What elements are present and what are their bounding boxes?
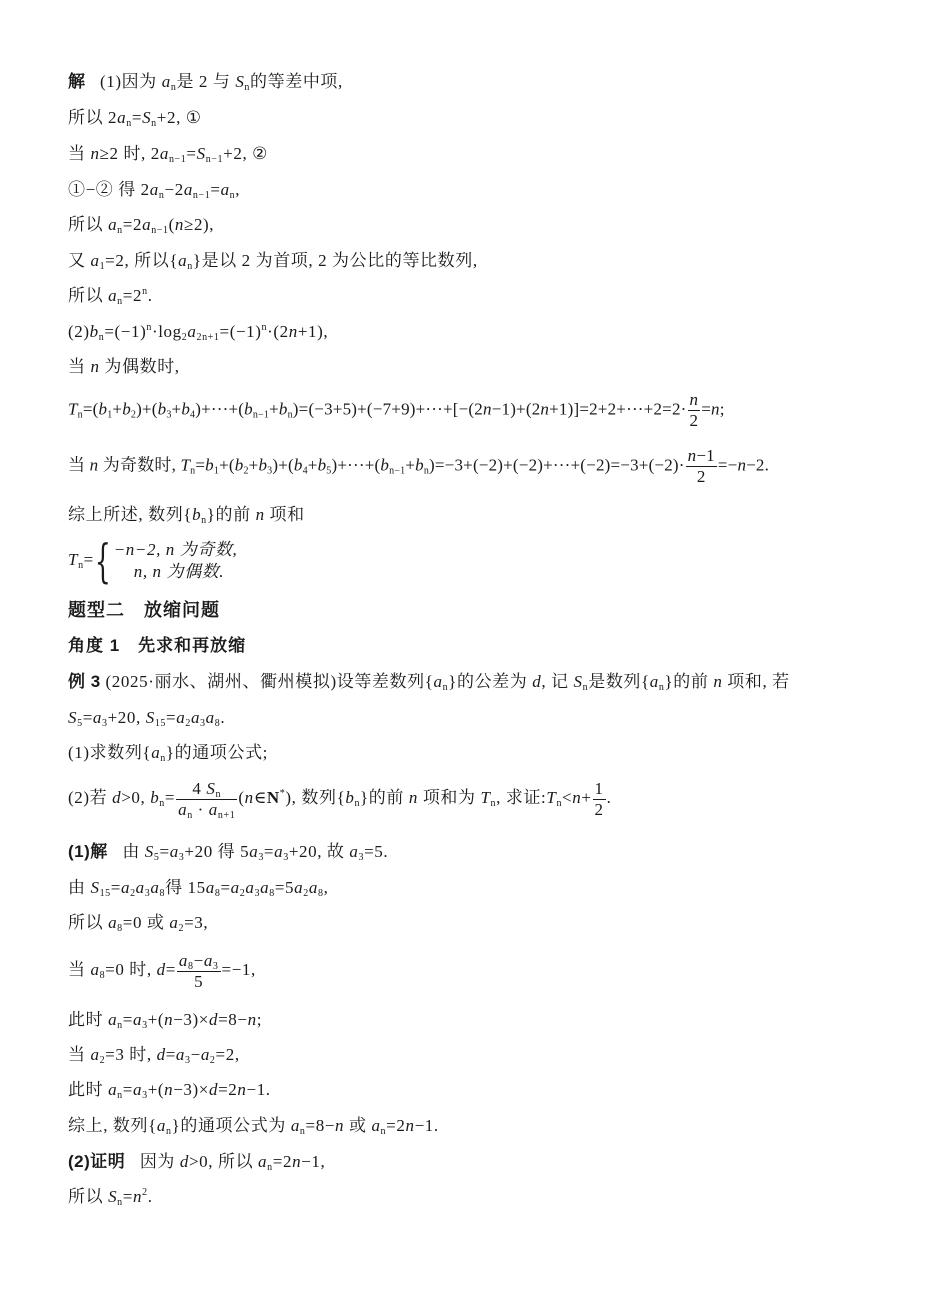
answer-line-1: (1)解 由 $S_5=a_3+20$ 得 $5a_3=a_3+20$, 故 $a_3=5$. [68, 842, 389, 863]
solution-line-9: 当 n 为偶数时, [68, 357, 180, 376]
case-even: n, n 为偶数. [133, 562, 225, 582]
example-line-2: $S_5=a_3+20$, $S_{15}=a_2a_3a_8$. [68, 708, 226, 729]
answer-line-8: 综上, 数列$\{a_n\}$的通项公式为 $a_n=8-n$ 或 $a_n=2n-1$. [68, 1116, 439, 1137]
case-odd: −n−2, n 为奇数, [113, 540, 238, 560]
answer-line-3: 所以 $a_8=0$ 或 $a_2=3$, [68, 913, 209, 934]
section-heading-angle: 角度 1 先求和再放缩 [68, 636, 247, 655]
example-source: (2025·丽水、湖州、衢州模拟) [105, 672, 337, 691]
example-question-2: (2)若 d>0, $b_n=$ $\frac{4 S_n}{a_n \cdot a_{n+1}}$ (n∈N*), 数列$\{b_n\}$的前 n 项和为 $T_n$, 求证$:T_n<n+$ $\frac{1}{2}$ . [68, 778, 612, 821]
section-heading-type: 题型二 放缩问题 [68, 600, 220, 620]
solution-line-12: 综上所述, 数列$\{b_n\}$的前 n 项和 [68, 505, 305, 526]
solution-line-8: $(2)b_n=(-1)^n\cdot\log_2a_{2n+1}=(-1)^n\cdot(2n+1)$, [68, 322, 329, 343]
answer-line-6: 当 $a_2=3$ 时, $d=a_3-a_2=2$, [68, 1045, 240, 1066]
solution-line-3: 当 n≥2 时, $2a_{n-1}=S_{n-1}+2$, ② [68, 144, 268, 165]
solution-line-4: ①−② 得 $2a_n-2a_{n-1}=a_n$, [68, 180, 241, 201]
solution-label: 解 [68, 72, 86, 91]
answer-line-2: 由 $S_{15}=a_2a_3a_8$得 $15a_8=a_2a_3a_8=5a_2a_8$, [68, 878, 329, 899]
solution-line-5: 所以 $a_n=2a_{n-1}(n\ge 2)$, [68, 215, 215, 236]
answer-line-4: 当 $a_8=0$ 时, d= $\frac{a_8-a_3}{5}$ =−1, [68, 950, 256, 991]
solution-line-10: $T_n=(b_1+b_2)+(b_3+b_4)+\cdot\cdot\cdot+(b_{n-1}+b_n)=(-3+5)+(-7+9)+\cdot\cdot\cdot+[-(2n-1)+(2n+1)]=2+2+\cdot\cdot\cdot+2=2\cdot$ $\frac{n}{2}$ =n; [68, 390, 725, 430]
example-question-1: (1)求数列$\{a_n\}$的通项公式; [68, 743, 268, 764]
answer-line-10: 所以 $S_n=n^2$. [68, 1187, 153, 1208]
solution-line-6: 又 $a_1=2$, 所以$\{a_n\}$是以 2 为首项, 2 为公比的等比数列, [68, 251, 478, 272]
answer-line-5: 此时 $a_n=a_3+(n-3)\times d=8-n$; [68, 1010, 263, 1031]
example-label: 例 3 [68, 672, 101, 691]
part1-label: (1)解 [68, 842, 108, 861]
solution-line-7: 所以 $a_n=2^n$. [68, 286, 153, 307]
piecewise-Tn: $T_n=${ −n−2, n 为奇数, n, n 为偶数. [68, 534, 238, 589]
solution-line-1: 解 (1)因为 $a_n$是 2 与 $S_n$的等差中项, [68, 72, 343, 93]
solution-line-11: 当 n 为奇数时, $T_n=b_1+(b_2+b_3)+(b_4+b_5)+\cdot\cdot\cdot+(b_{n-1}+b_n)=-3+(-2)+(-2)+\cdot\cdot\cdot+(-2)=-3+(-2)\cdot$ $\frac{n-1}{2}$ =−n−2. [68, 446, 770, 486]
solution-line-2: 所以 $2a_n=S_n+2$, ① [68, 108, 202, 129]
answer-line-7: 此时 $a_n=a_3+(n-3)\times d=2n-1$. [68, 1080, 271, 1101]
part2-label: (2)证明 [68, 1152, 126, 1171]
answer-line-9: (2)证明 因为 d>0, 所以 $a_n=2n-1$, [68, 1152, 326, 1173]
example-line-1: 例 3 (2025·丽水、湖州、衢州模拟)设等差数列$\{a_n\}$的公差为 d, 记 $S_n$是数列$\{a_n\}$的前 n 项和, 若 [68, 672, 790, 693]
